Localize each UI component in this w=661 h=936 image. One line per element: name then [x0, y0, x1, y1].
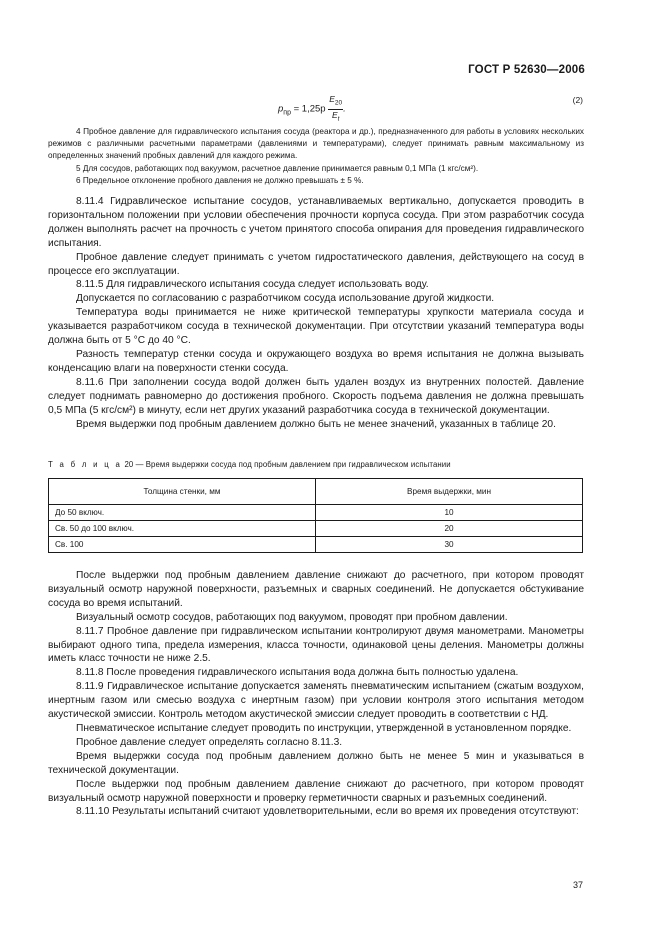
formula-numerator: $E_{20}$ — [328, 94, 343, 110]
paragraph: Допускается по согласованию с разработчиком сосуда использование другой жидкости. — [76, 293, 495, 305]
formula-lhs: p — [278, 103, 284, 115]
paragraph: 8.11.4 Гидравлическое испытание сосудов, устанавливаемых вертикально, допускается проводить в горизонтальном положении при условии обеспечения прочности корпуса сосуда. При этом разработчик сосуда должен выполнять расчет на прочность с учетом принятого способа опирания для проведения гидравлического испытания. — [48, 196, 584, 249]
document-code-header: ГОСТ Р 52630—2006 — [468, 64, 585, 76]
paragraph: Разность температур стенки сосуда и окружающего воздуха во время испытания не должна вызывать конденсацию влаги на поверхности стенки сосуда. — [48, 348, 584, 374]
formula-coeff: = 1,25p — [290, 103, 326, 115]
page-number: 37 — [572, 880, 583, 890]
table-row — [49, 537, 583, 553]
paragraph: Пневматическое испытание следует проводить по инструкции, утвержденной в установленном порядке. — [76, 722, 572, 734]
table-header-row — [49, 479, 583, 505]
paragraph: Время выдержки сосуда под пробным давлением должно быть не менее 5 мин и указываться в технической документации. — [48, 750, 584, 776]
paragraph: 8.11.9 Гидравлическое испытание допускается заменять пневматическим испытанием (сжатым воздухом, инертным газом или смесью воздуха с инертным газом) при условии контроля этого испытания методом акустической эмиссии. Контроль методом акустической эмиссии следует проводить в соответствии с НД. — [48, 681, 584, 721]
paragraph: 8.11.8 После проведения гидравлического испытания вода должна быть полностью удалена. — [76, 667, 519, 679]
table-header-cell: Толщина стенки, мм — [49, 479, 316, 505]
note-item: 4 Пробное давление для гидравлического испытания сосуда (реактора и др.), предназначенного для работы в условиях нескольких режимов с различными расчетными параметрами (давлениями и температурами), следует принимать равным максимальному из определенных значений пробных давлений для каждого режима. — [48, 127, 584, 161]
table-caption-label: Т а б л и ц а — [48, 460, 123, 469]
formula-fraction — [328, 94, 343, 124]
body-text-section-1 — [48, 195, 584, 431]
paragraph: 8.11.10 Результаты испытаний считают удовлетворительными, если во время их проведения отсутствуют: — [76, 806, 579, 818]
paragraph: Время выдержки под пробным давлением должно быть не менее значений, указанных в таблице 20. — [76, 418, 556, 430]
table-cell: Св. 50 до 100 включ. — [49, 521, 316, 537]
paragraph: Пробное давление следует определять согласно 8.11.3. — [76, 736, 343, 748]
body-text-section-2 — [48, 569, 584, 819]
paragraph: 8.11.6 При заполнении сосуда водой должен быть удален воздух из внутренних полостей. Давление следует поднимать равномерно до достижения пробного. Скорость подъема давления не должна превышать 0,5 МПа (5 кгс/см²) в минуту, если нет других указаний разработчика сосуда в технической документации. — [48, 376, 584, 416]
paragraph: Температура воды принимается не ниже критической температуры хрупкости материала сосуда и указывается разработчиком сосуда в технической документации. При отсутствии указаний температура воды должна быть от 5 °С до 40 °С. — [48, 307, 584, 347]
formula-denominator: $E_t$ — [331, 109, 340, 123]
paragraph: 8.11.7 Пробное давление при гидравлическом испытании контролируют двумя манометрами. Манометры выбирают одного типа, предела измерения, класса точности, одинаковой цены деления. Манометры должны иметь класс точности не ниже 2.5. — [48, 625, 584, 665]
table-cell: Св. 100 — [49, 537, 316, 553]
formula-lhs-sub: пр — [283, 109, 291, 117]
table-header-cell: Время выдержки, мин — [316, 479, 583, 505]
table-row — [49, 521, 583, 537]
paragraph: После выдержки под пробным давлением давление снижают до расчетного, при котором проводят визуальный осмотр наружной поверхности и проверку герметичности сварных и разъемных соединений. — [48, 778, 584, 804]
table-cell: 10 — [316, 505, 583, 521]
formula-tail: . — [343, 103, 346, 115]
note-item: 5 Для сосудов, работающих под вакуумом, расчетное давление принимается равным 0,1 МПа (1 кгс/см²). — [76, 163, 479, 173]
formula-2 — [278, 94, 346, 124]
table-cell: 20 — [316, 521, 583, 537]
paragraph: 8.11.5 Для гидравлического испытания сосуда следует использовать воду. — [76, 279, 429, 291]
table-caption-text: 20 — Время выдержки сосуда под пробным давлением при гидравлическом испытании — [124, 460, 451, 469]
note-item: 6 Предельное отклонение пробного давления не должно превышать ± 5 %. — [76, 175, 364, 185]
notes-block — [48, 126, 584, 187]
table-caption — [48, 460, 451, 469]
table-20 — [48, 478, 583, 553]
paragraph: После выдержки под пробным давлением давление снижают до расчетного, при котором проводят визуальный осмотр наружной поверхности, разъемных и сварных соединений. Не допускается обстукивание сосуда во время испытаний. — [48, 570, 584, 609]
paragraph: Визуальный осмотр сосудов, работающих под вакуумом, проводят при пробном давлении. — [76, 611, 508, 623]
formula-number: (2) — [572, 95, 583, 105]
table-cell: 30 — [316, 537, 583, 553]
table-row — [49, 505, 583, 521]
table-cell: До 50 включ. — [49, 505, 316, 521]
paragraph: Пробное давление следует принимать с учетом гидростатического давления, действующего на сосуд в процессе его эксплуатации. — [48, 251, 584, 277]
